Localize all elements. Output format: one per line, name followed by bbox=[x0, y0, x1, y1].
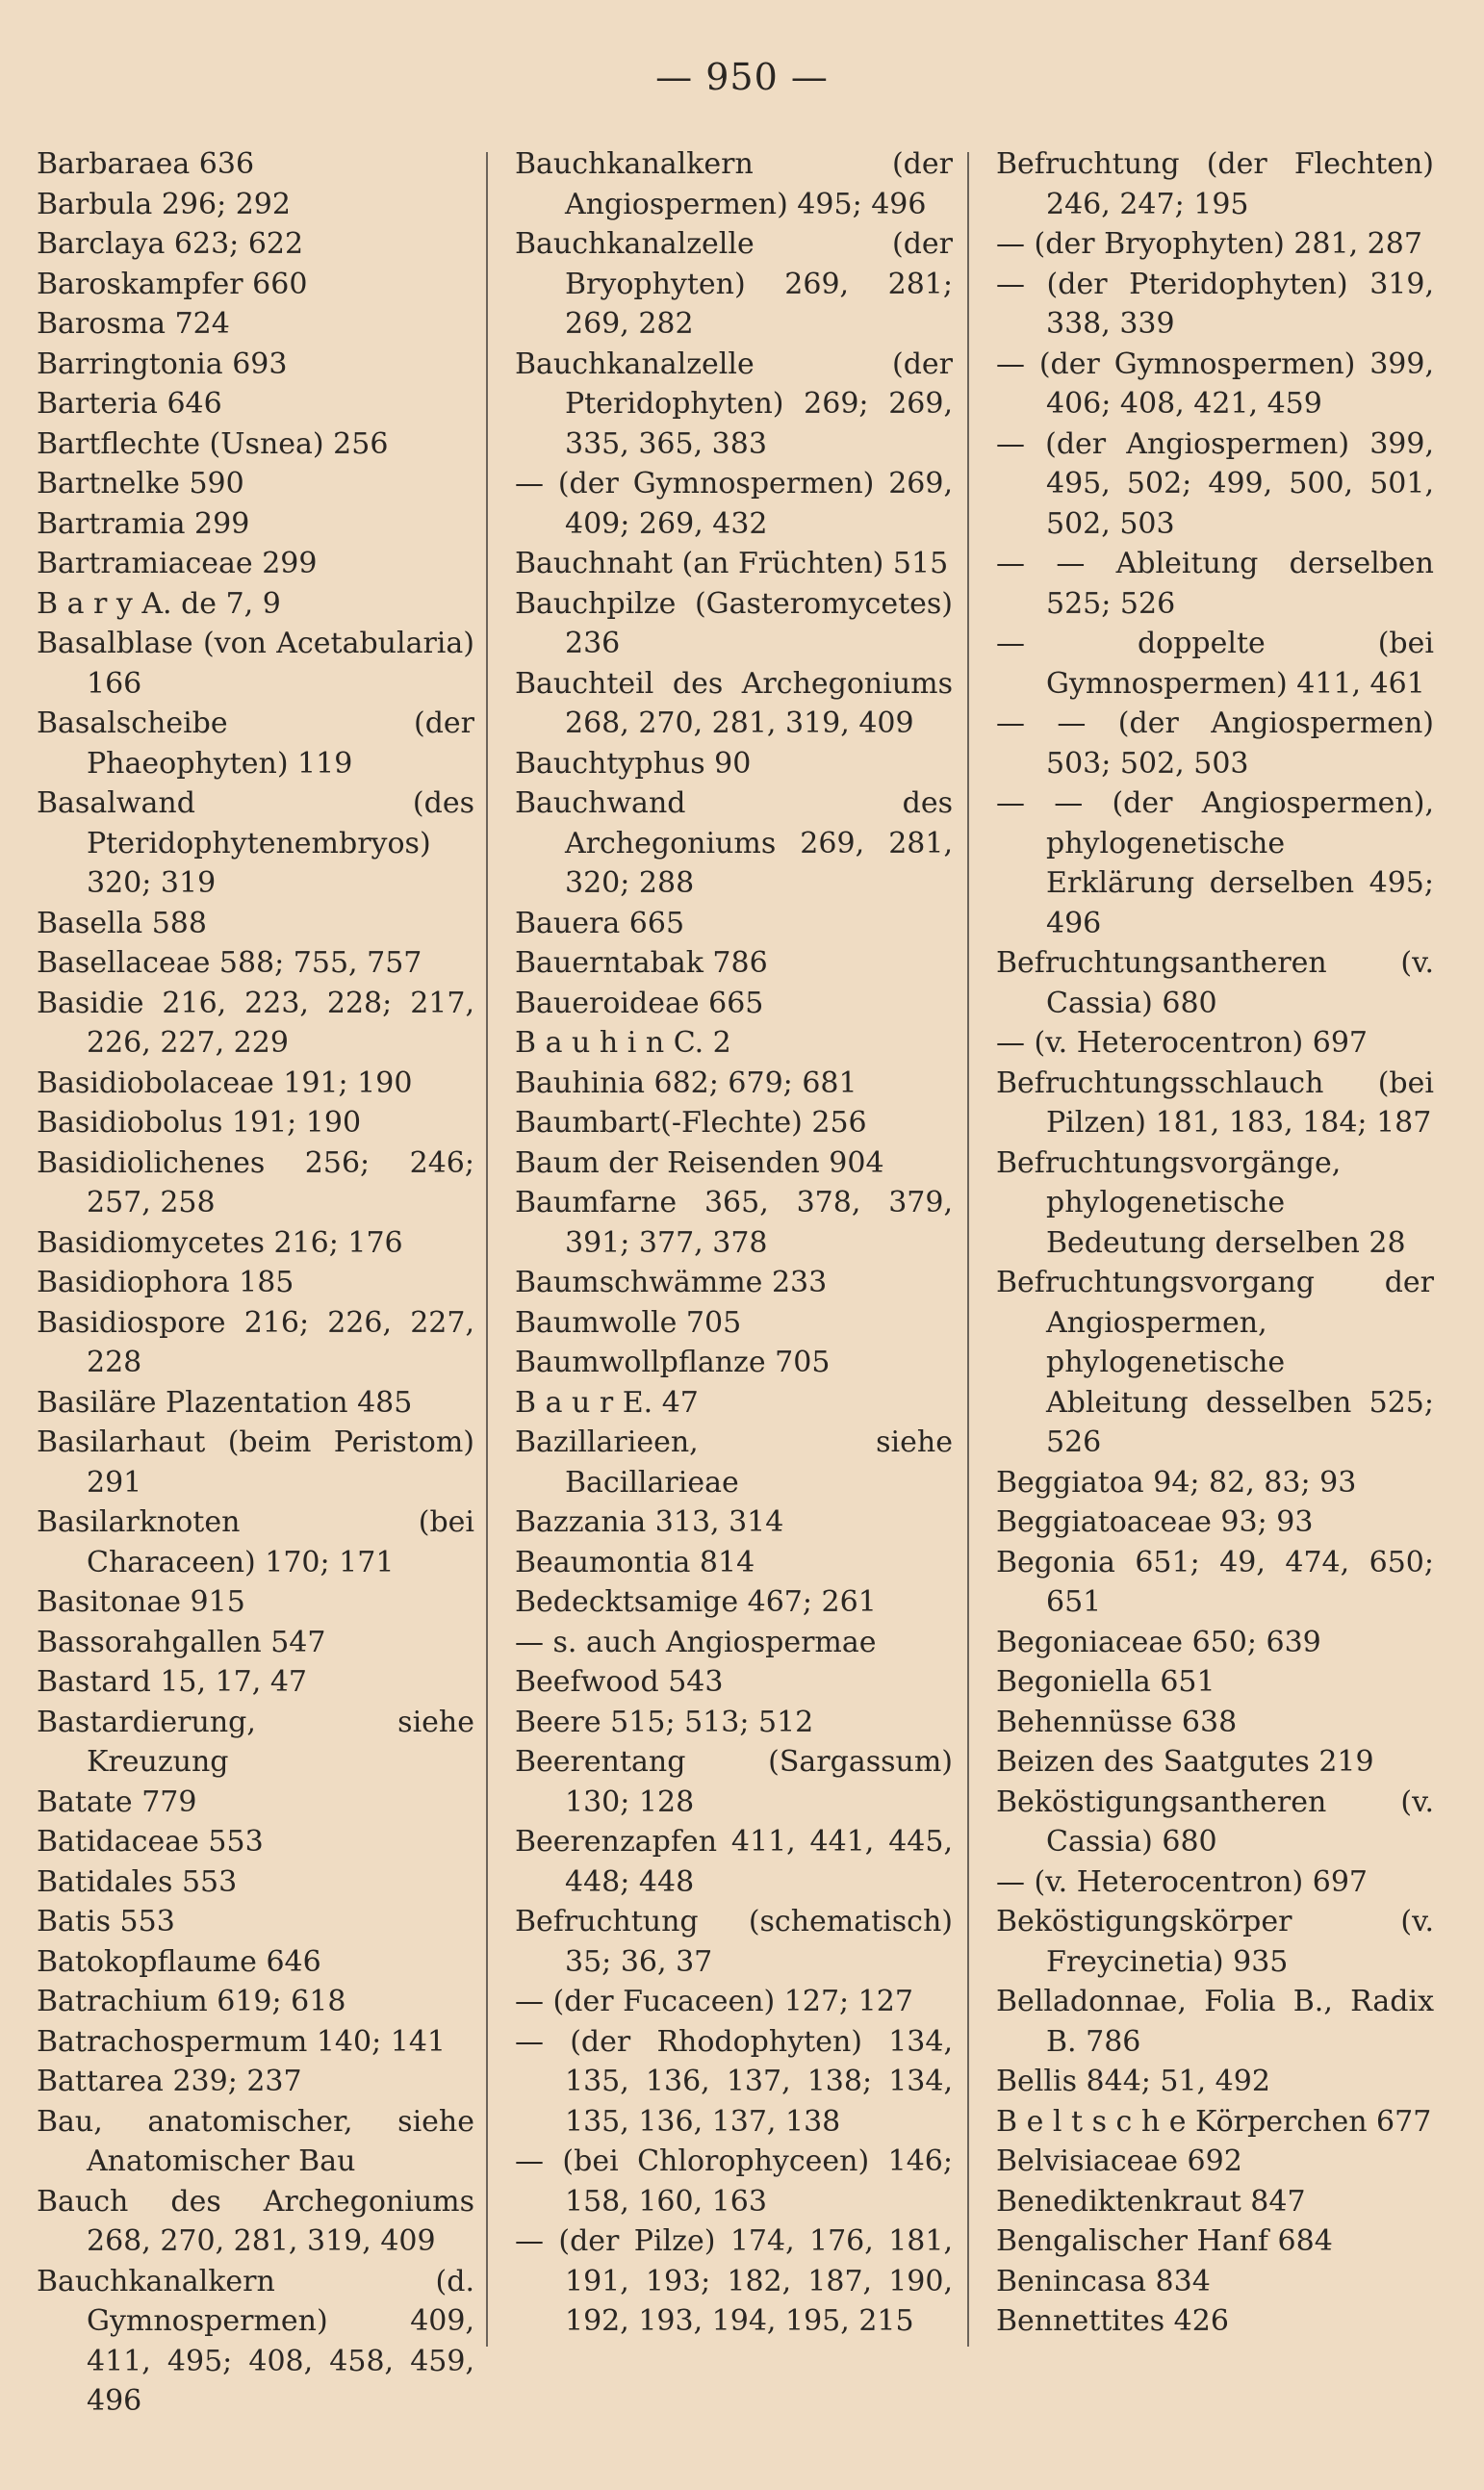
index-entry: Bazzania 313, 314 bbox=[515, 1505, 784, 1539]
index-column-2 bbox=[515, 144, 953, 2342]
index-entry: Befruchtungsvorgänge, phylogenetische Bedeutung derselben 28 bbox=[996, 1145, 1406, 1260]
index-entry: Beaumontia 814 bbox=[515, 1545, 755, 1579]
index-entry: — — Ableitung derselben 525; 526 bbox=[996, 547, 1434, 621]
index-entry: Basilarhaut (beim Peristom) 291 bbox=[37, 1425, 474, 1500]
index-entry: — (v. Heterocentron) 697 bbox=[996, 1864, 1368, 1899]
index-entry: Basalwand (des Pteridophytenembryos) 320; 319 bbox=[37, 786, 474, 900]
index-entry: Basitonae 915 bbox=[37, 1585, 245, 1619]
index-entry: Beizen des Saatgutes 219 bbox=[996, 1745, 1374, 1779]
index-entry: Beköstigungskörper (v. Freycinetia) 935 bbox=[996, 1905, 1434, 1979]
index-entry: Basidiophora 185 bbox=[37, 1266, 294, 1299]
index-entry: Bassorahgallen 547 bbox=[37, 1625, 326, 1659]
index-entry: Battarea 239; 237 bbox=[37, 2065, 302, 2098]
index-entry: Batate 779 bbox=[37, 1784, 197, 1819]
index-entry: Befruchtung (der Flechten) 246, 247; 195 bbox=[996, 147, 1434, 221]
index-entry: Basilarknoten (bei Characeen) 170; 171 bbox=[37, 1505, 474, 1579]
index-entry: Bauchkanalkern (der Angiospermen) 495; 496 bbox=[515, 147, 953, 221]
column-divider bbox=[967, 152, 969, 2347]
index-entry: — — (der Angiospermen) 503; 502, 503 bbox=[996, 706, 1434, 781]
index-entry: Beköstigungsantheren (v. Cassia) 680 bbox=[996, 1784, 1434, 1859]
index-entry: — (der Fucaceen) 127; 127 bbox=[515, 1985, 913, 2018]
index-entry: Beggiatoaceae 93; 93 bbox=[996, 1505, 1314, 1539]
index-entry: Baumwolle 705 bbox=[515, 1305, 742, 1340]
index-entry: Baumschwämme 233 bbox=[515, 1266, 828, 1299]
index-entry: Bauchkanalzelle (der Bryophyten) 269, 281; 269, 282 bbox=[515, 227, 953, 341]
index-entry: Barosma 724 bbox=[37, 307, 230, 341]
index-entry: Bauerntabak 786 bbox=[515, 946, 768, 980]
index-column-3 bbox=[996, 144, 1434, 2342]
index-entry: — (v. Heterocentron) 697 bbox=[996, 1026, 1368, 1060]
index-entry: Bastardierung, siehe Kreuzung bbox=[37, 1705, 474, 1779]
index-entry: Belladonnae, Folia B., Radix B. 786 bbox=[996, 1985, 1434, 2059]
index-entry: Bellis 844; 51, 492 bbox=[996, 2065, 1270, 2098]
index-entry: Basellaceae 588; 755, 757 bbox=[37, 946, 422, 980]
index-entry: Barteria 646 bbox=[37, 387, 222, 421]
index-entry: Beggiatoa 94; 82, 83; 93 bbox=[996, 1465, 1357, 1500]
index-entry: Batokopflaume 646 bbox=[37, 1944, 321, 1979]
index-entry: Bartnelke 590 bbox=[37, 467, 244, 501]
index-entry: Basella 588 bbox=[37, 906, 207, 940]
index-entry: Baumwollpflanze 705 bbox=[515, 1346, 831, 1379]
index-column-1 bbox=[37, 144, 474, 2422]
index-entry: Barbaraea 636 bbox=[37, 147, 255, 181]
index-entry: Bauch des Archegoniums 268, 270, 281, 319, 409 bbox=[37, 2184, 474, 2258]
index-entry: Begoniaceae 650; 639 bbox=[996, 1625, 1321, 1659]
index-entry: B a u r E. 47 bbox=[515, 1385, 699, 1420]
index-entry: — doppelte (bei Gymnospermen) 411, 461 bbox=[996, 627, 1434, 701]
index-entry: Bartflechte (Usnea) 256 bbox=[37, 426, 389, 461]
index-entry: Baumfarne 365, 378, 379, 391; 377, 378 bbox=[515, 1186, 953, 1260]
index-entry: Basidiomycetes 216; 176 bbox=[37, 1225, 403, 1260]
page-number: — 950 — bbox=[655, 56, 829, 98]
index-entry: Benincasa 834 bbox=[996, 2264, 1211, 2298]
index-entry: Basiläre Plazentation 485 bbox=[37, 1385, 413, 1420]
index-entry: Bennettites 426 bbox=[996, 2304, 1229, 2338]
index-entry: Basidiobolus 191; 190 bbox=[37, 1106, 362, 1140]
index-entry: — (der Rhodophyten) 134, 135, 136, 137, 138; 134, 135, 136, 137, 138 bbox=[515, 2024, 953, 2139]
index-entry: Baroskampfer 660 bbox=[37, 267, 308, 301]
index-entry: Basalblase (von Acetabularia) 166 bbox=[37, 627, 474, 701]
index-entry: — s. auch Angiospermae bbox=[515, 1625, 877, 1659]
index-entry: B e l t s c h e Körperchen 677 bbox=[996, 2104, 1432, 2139]
index-entry: Bauchkanalzelle (der Pteridophyten) 269; 269, 335, 365, 383 bbox=[515, 347, 953, 461]
index-entry: Batis 553 bbox=[37, 1905, 175, 1938]
index-entry: Befruchtungsvorgang der Angiospermen, phylogenetische Ableitung desselben 525; 526 bbox=[996, 1266, 1434, 1459]
column-divider bbox=[486, 152, 488, 2347]
index-entry: Basalscheibe (der Phaeophyten) 119 bbox=[37, 706, 474, 781]
index-entry: Behennüsse 638 bbox=[996, 1705, 1238, 1739]
index-entry: Baumbart(-Flechte) 256 bbox=[515, 1106, 867, 1140]
index-entry: Begonia 651; 49, 474, 650; 651 bbox=[996, 1545, 1434, 1619]
index-entry: Bauchwand des Archegoniums 269, 281, 320; 288 bbox=[515, 786, 953, 900]
index-entry: Belvisiaceae 692 bbox=[996, 2144, 1242, 2178]
index-entry: — (bei Chlorophyceen) 146; 158, 160, 163 bbox=[515, 2144, 953, 2219]
index-entry: Befruchtungsantheren (v. Cassia) 680 bbox=[996, 946, 1434, 1020]
index-entry: Baum der Reisenden 904 bbox=[515, 1145, 884, 1180]
index-entry: — (der Bryophyten) 281, 287 bbox=[996, 227, 1422, 261]
index-entry: Bauchkanalkern (d. Gymnospermen) 409, 411, 495; 408, 458, 459, 496 bbox=[37, 2264, 474, 2418]
index-entry: Beerenzapfen 411, 441, 445, 448; 448 bbox=[515, 1825, 953, 1899]
index-entry: Bastard 15, 17, 47 bbox=[37, 1665, 308, 1699]
index-entry: Beefwood 543 bbox=[515, 1665, 724, 1699]
index-entry: Befruchtung (schematisch) 35; 36, 37 bbox=[515, 1905, 953, 1979]
index-entry: Bartramia 299 bbox=[37, 506, 250, 541]
index-entry: — (der Angiospermen) 399, 495, 502; 499, 500, 501, 502, 503 bbox=[996, 426, 1434, 541]
index-entry: Beere 515; 513; 512 bbox=[515, 1705, 814, 1739]
index-entry: Batidaceae 553 bbox=[37, 1825, 264, 1859]
index-entry: B a u h i n C. 2 bbox=[515, 1026, 731, 1060]
index-entry: B a r y A. de 7, 9 bbox=[37, 586, 281, 621]
index-entry: Batrachospermum 140; 141 bbox=[37, 2024, 447, 2059]
index-entry: Basidie 216, 223, 228; 217, 226, 227, 229 bbox=[37, 986, 474, 1060]
index-entry: Bauera 665 bbox=[515, 906, 685, 940]
index-entry: — — (der Angiospermen), phylogenetische Erklärung derselben 495; 496 bbox=[996, 786, 1434, 940]
index-entry: Bauchpilze (Gasteromycetes) 236 bbox=[515, 586, 953, 660]
index-entry: Benediktenkraut 847 bbox=[996, 2184, 1306, 2219]
index-entry: Barclaya 623; 622 bbox=[37, 227, 304, 261]
index-entry: — (der Gymnospermen) 269, 409; 269, 432 bbox=[515, 467, 953, 541]
index-entry: Barringtonia 693 bbox=[37, 347, 288, 381]
index-entry: Bauchtyphus 90 bbox=[515, 746, 752, 781]
index-entry: Befruchtungsschlauch (bei Pilzen) 181, 183, 184; 187 bbox=[996, 1065, 1434, 1140]
index-entry: Baueroideae 665 bbox=[515, 986, 764, 1020]
index-entry: Basidiospore 216; 226, 227, 228 bbox=[37, 1305, 474, 1379]
index-entry: Basidiolichenes 256; 246; 257, 258 bbox=[37, 1145, 474, 1219]
index-entry: Bengalischer Hanf 684 bbox=[996, 2224, 1333, 2258]
index-entry: Basidiobolaceae 191; 190 bbox=[37, 1065, 413, 1100]
index-entry: — (der Pilze) 174, 176, 181, 191, 193; 182, 187, 190, 192, 193, 194, 195, 215 bbox=[515, 2224, 953, 2338]
index-entry: Bau, anatomischer, siehe Anatomischer Bau bbox=[37, 2104, 474, 2178]
index-entry: Bauhinia 682; 679; 681 bbox=[515, 1065, 857, 1100]
index-entry: Bedecktsamige 467; 261 bbox=[515, 1585, 877, 1619]
index-entry: Batidales 553 bbox=[37, 1864, 238, 1899]
index-entry: Bartramiaceae 299 bbox=[37, 547, 318, 580]
index-entry: Bauchnaht (an Früchten) 515 bbox=[515, 547, 949, 580]
index-entry: Batrachium 619; 618 bbox=[37, 1985, 346, 2018]
index-entry: Begoniella 651 bbox=[996, 1665, 1215, 1699]
index-entry: — (der Gymnospermen) 399, 406; 408, 421, 459 bbox=[996, 347, 1434, 421]
index-entry: Bazillarieen, siehe Bacillarieae bbox=[515, 1425, 953, 1500]
index-entry: Barbula 296; 292 bbox=[37, 187, 291, 221]
index-entry: Bauchteil des Archegoniums 268, 270, 281, 319, 409 bbox=[515, 666, 953, 740]
index-entry: — (der Pteridophyten) 319, 338, 339 bbox=[996, 267, 1434, 341]
index-entry: Beerentang (Sargassum) 130; 128 bbox=[515, 1745, 953, 1819]
